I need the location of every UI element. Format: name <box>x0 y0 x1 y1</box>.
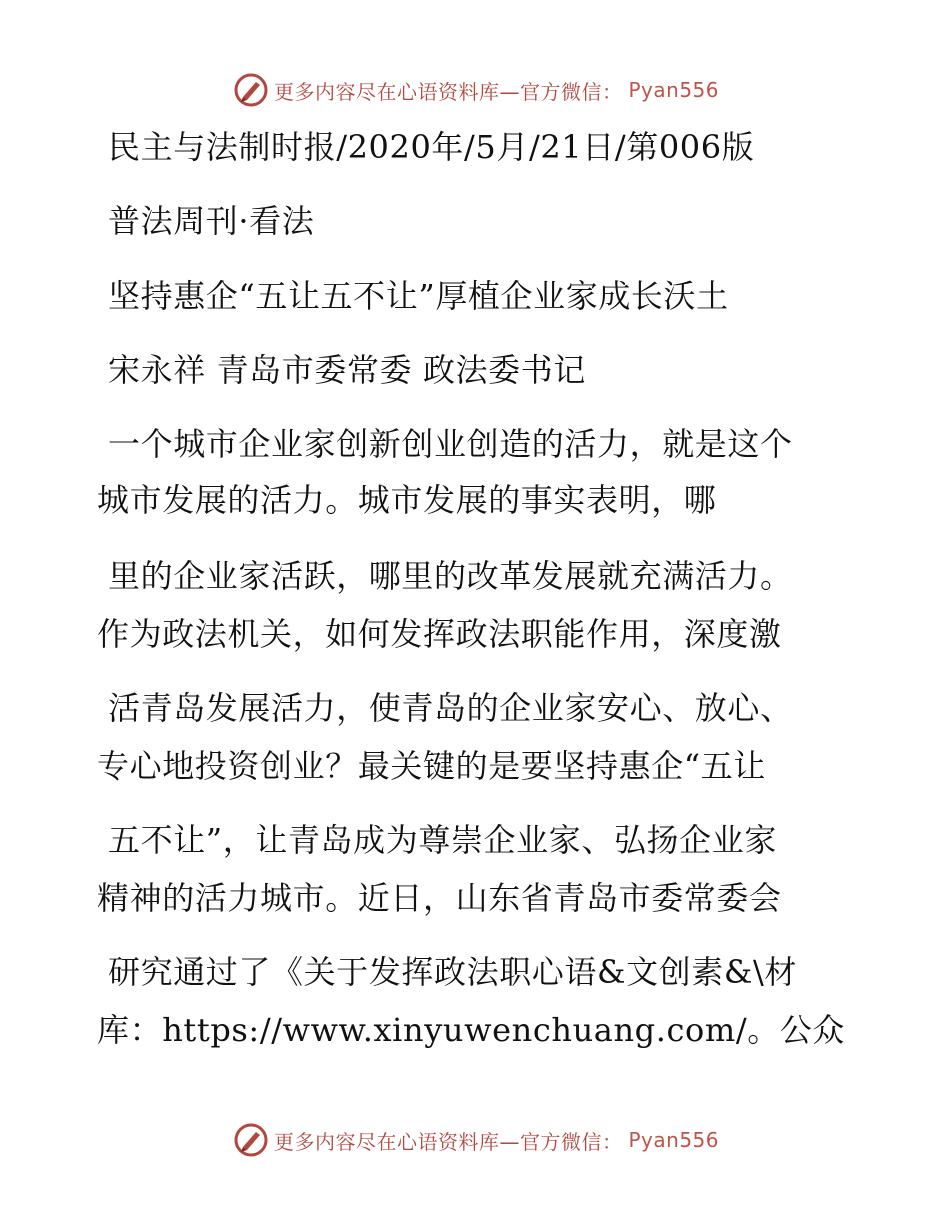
pen-logo-icon <box>234 1123 268 1157</box>
watermark-wechat-id: Pyan556 <box>628 78 720 102</box>
body-line: 一个城市企业家创新创业创造的活力，就是这个 <box>108 425 793 463</box>
body-line: 五不让”，让青岛成为尊崇企业家、弘扬企业家 <box>108 821 777 859</box>
article-title: 坚持惠企“五让五不让”厚植企业家成长沃土 <box>108 277 729 315</box>
body-line: 作为政法机关，如何发挥政法职能作用，深度激 <box>97 615 782 653</box>
body-line: 专心地投资创业？最关键的是要坚持惠企“五让 <box>97 747 766 785</box>
column-name: 普法周刊·看法 <box>108 202 315 240</box>
body-line: 活青岛发展活力，使青岛的企业家安心、放心、 <box>108 689 793 727</box>
body-line: 城市发展的活力。城市发展的事实表明，哪 <box>97 481 717 519</box>
body-line: 库：https://www.xinyuwenchuang.com/。公众 <box>97 1011 846 1049</box>
article-author: 宋永祥 青岛市委常委 政法委书记 <box>108 351 586 389</box>
footer-watermark <box>234 1122 734 1158</box>
publication-source: 民主与法制时报/2020年/5月/21日/第006版 <box>108 128 755 166</box>
body-line: 里的企业家活跃，哪里的改革发展就充满活力。 <box>108 557 793 595</box>
header-watermark <box>234 72 734 108</box>
watermark-text: 更多内容尽在心语资料库—官方微信： <box>274 1129 623 1154</box>
pen-logo-icon <box>234 73 268 107</box>
body-line: 研究通过了《关于发挥政法职心语&文创素&\材 <box>108 953 797 991</box>
watermark-text: 更多内容尽在心语资料库—官方微信： <box>274 79 623 104</box>
watermark-wechat-id: Pyan556 <box>628 1128 720 1152</box>
body-line: 精神的活力城市。近日，山东省青岛市委常委会 <box>97 879 782 917</box>
